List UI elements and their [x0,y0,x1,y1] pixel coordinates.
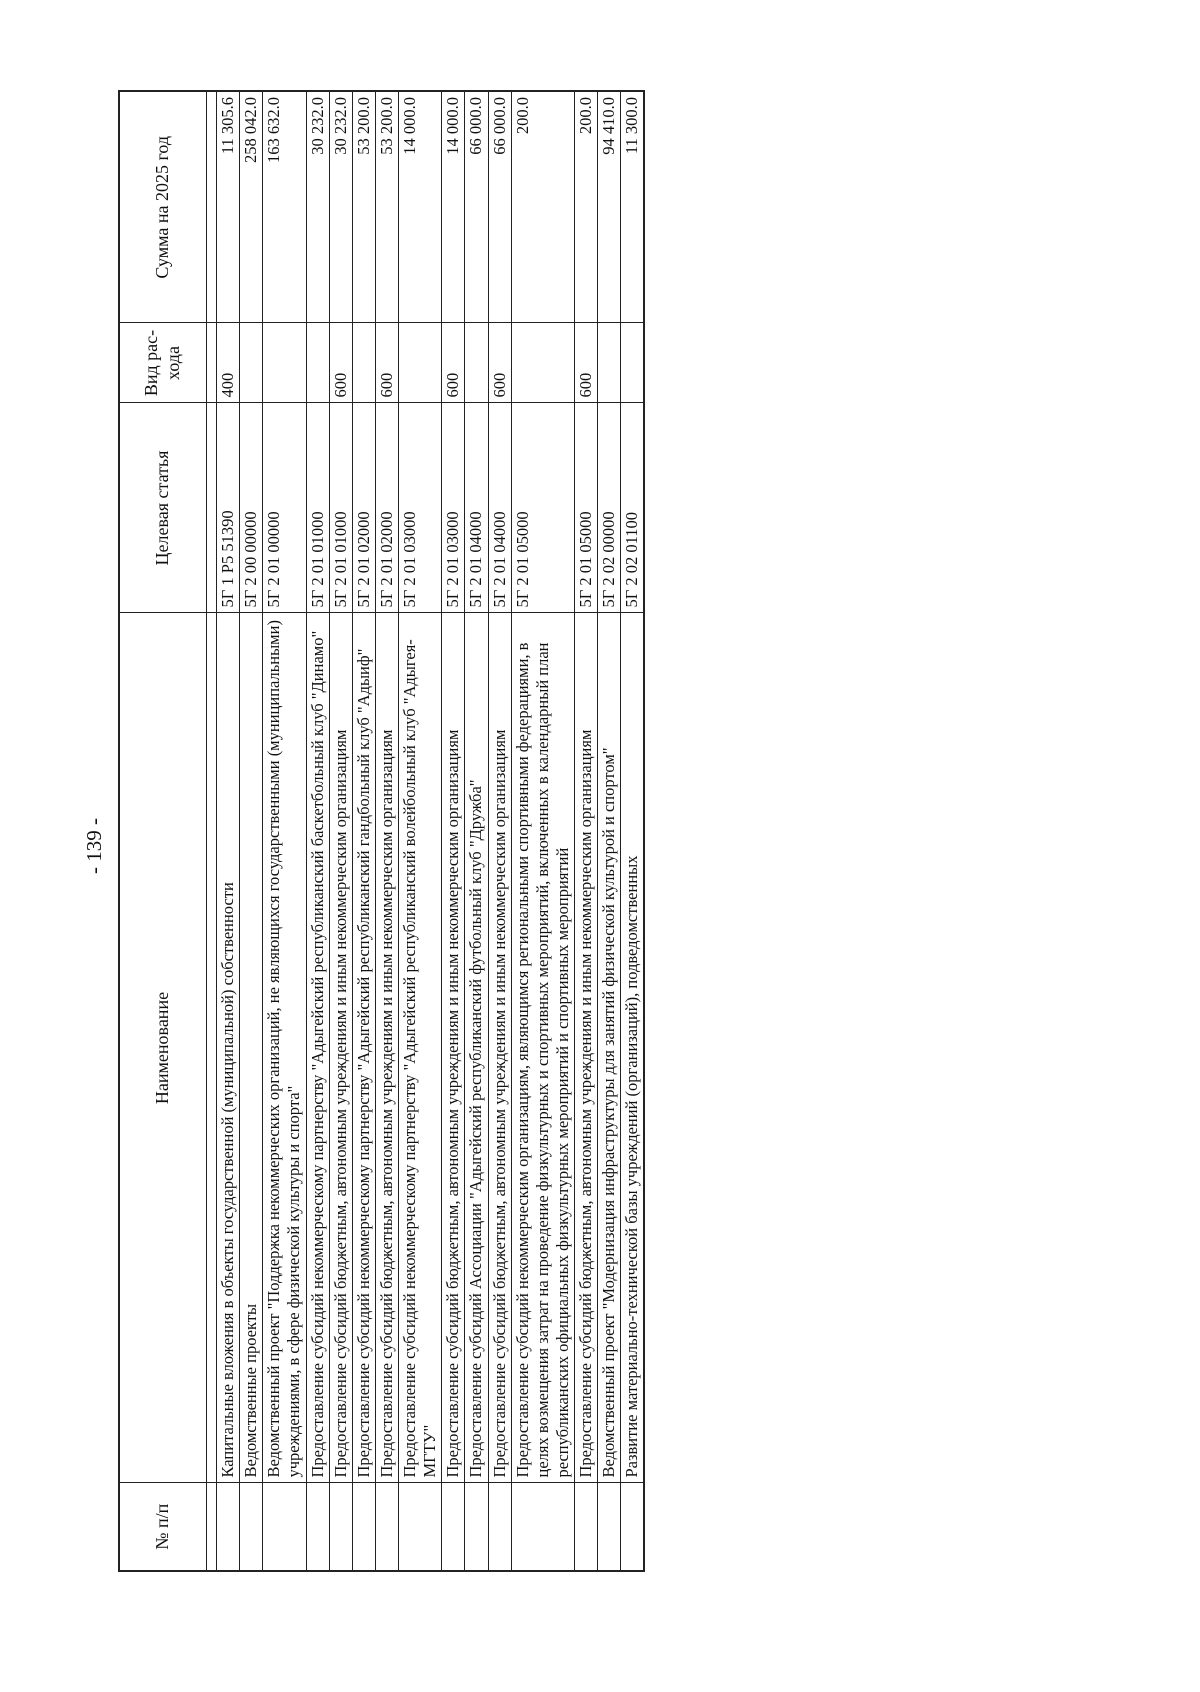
cell-num [598,1483,621,1571]
cell-kind [511,323,574,403]
table-row [511,91,574,1571]
table-row [465,91,488,1571]
cell-article: 5Г 2 01 02000 [375,403,398,613]
table-row [575,91,598,1571]
cell-article: 5Г 2 01 04000 [465,403,488,613]
cell-name: Развитие материально-технической базы учреждений (организаций), подведомственных [621,613,645,1483]
table-row [375,91,398,1571]
cell-kind [306,323,329,403]
cell-name: Ведомственный проект "Поддержка некоммерческих организаций, не являющихся государственными (муниципальными) учреждениями, в сфере физической культуры и спорта" [263,613,306,1483]
cell-amount: 200.0 [575,91,598,323]
cell-num [442,1483,465,1571]
cell-name: Предоставление субсидий некоммерческому партнерству "Адыгейский республиканский гандбольный клуб "Адыиф" [352,613,375,1483]
cell-num [511,1483,574,1571]
table-separator-row [207,91,217,1571]
cell-amount: 258 042.0 [240,91,263,323]
cell-article: 5Г 2 01 04000 [488,403,511,613]
cell-name: Предоставление субсидий бюджетным, автономным учреждениям и иным некоммерческим организациям [575,613,598,1483]
cell-article: 5Г 2 01 03000 [399,403,442,613]
table-row [399,91,442,1571]
cell-kind: 600 [329,323,352,403]
header-kind: Вид рас- хода [119,323,207,403]
cell-amount: 14 000.0 [442,91,465,323]
cell-amount: 14 000.0 [399,91,442,323]
cell-article: 5Г 1 Р5 51390 [217,403,240,613]
cell-amount: 163 632.0 [263,91,306,323]
cell-kind [621,323,645,403]
cell-article: 5Г 2 01 01000 [306,403,329,613]
table-row [217,91,240,1571]
cell-num [575,1483,598,1571]
table-row [240,91,263,1571]
cell-amount: 66 000.0 [465,91,488,323]
cell-name: Капитальные вложения в объекты государственной (муниципальной) собственности [217,613,240,1483]
cell-kind: 400 [217,323,240,403]
cell-kind: 600 [375,323,398,403]
cell-num [240,1483,263,1571]
cell-article: 5Г 2 02 01100 [621,403,645,613]
cell-amount: 53 200.0 [375,91,398,323]
cell-num [329,1483,352,1571]
cell-kind [598,323,621,403]
cell-name: Предоставление субсидий бюджетным, автономным учреждениям и иным некоммерческим организациям [375,613,398,1483]
cell-name: Предоставление субсидий бюджетным, автономным учреждениям и иным некоммерческим организациям [329,613,352,1483]
table-row [352,91,375,1571]
cell-amount: 200.0 [511,91,574,323]
cell-num [399,1483,442,1571]
cell-amount: 53 200.0 [352,91,375,323]
cell-name: Предоставление субсидий некоммерческому партнерству "Адыгейский республиканский волейбольный клуб "Адыгея-МГТУ" [399,613,442,1483]
cell-amount: 30 232.0 [306,91,329,323]
cell-article: 5Г 2 01 05000 [575,403,598,613]
header-amount: Сумма на 2025 год [119,91,207,323]
cell-amount: 94 410.0 [598,91,621,323]
cell-article: 5Г 2 00 00000 [240,403,263,613]
cell-amount: 30 232.0 [329,91,352,323]
cell-amount: 66 000.0 [488,91,511,323]
table-row [306,91,329,1571]
header-article: Целевая статья [119,403,207,613]
cell-name: Предоставление субсидий бюджетным, автономным учреждениям и иным некоммерческим организациям [442,613,465,1483]
table-header-row [119,91,207,1571]
cell-num [352,1483,375,1571]
table-row [442,91,465,1571]
cell-kind: 600 [575,323,598,403]
cell-kind [352,323,375,403]
table-row [621,91,645,1571]
table-row [329,91,352,1571]
cell-num [263,1483,306,1571]
cell-num [621,1483,645,1571]
cell-name: Предоставление субсидий некоммерческим организациям, являющимся региональными спортивными федерациями, в целях возмещения затрат на проведение физкультурных и спортивных мероприятий, включенных в календарный план республиканских официальных физкультурных мероприятий и спортивных мероприятий [511,613,574,1483]
cell-kind [240,323,263,403]
cell-article: 5Г 2 01 00000 [263,403,306,613]
cell-kind: 600 [442,323,465,403]
cell-name: Предоставление субсидий некоммерческому партнерству "Адыгейский республиканский баскетбольный клуб "Динамо" [306,613,329,1483]
cell-amount: 11 305.6 [217,91,240,323]
cell-kind [399,323,442,403]
cell-kind [465,323,488,403]
cell-name: Ведомственный проект "Модернизация инфраструктуры для занятий физической культурой и спортом" [598,613,621,1483]
cell-name: Предоставление субсидий бюджетным, автономным учреждениям и иным некоммерческим организациям [488,613,511,1483]
cell-name: Ведомственные проекты [240,613,263,1483]
cell-article: 5Г 2 01 01000 [329,403,352,613]
cell-num [217,1483,240,1571]
cell-num [465,1483,488,1571]
cell-article: 5Г 2 02 00000 [598,403,621,613]
cell-num [375,1483,398,1571]
cell-article: 5Г 2 01 05000 [511,403,574,613]
cell-amount: 11 300.0 [621,91,645,323]
page-number: - 139 - [82,818,106,874]
header-num: № п/п [119,1483,207,1571]
cell-num [306,1483,329,1571]
table-row [598,91,621,1571]
cell-name: Предоставление субсидий Ассоциации "Адыгейский республиканский футбольный клуб "Дружба" [465,613,488,1483]
cell-article: 5Г 2 01 02000 [352,403,375,613]
cell-kind [263,323,306,403]
cell-article: 5Г 2 01 03000 [442,403,465,613]
header-name: Наименование [119,613,207,1483]
table-row [488,91,511,1571]
table-row [263,91,306,1571]
cell-num [488,1483,511,1571]
budget-table [118,90,645,1572]
table-body [217,91,645,1571]
cell-kind: 600 [488,323,511,403]
